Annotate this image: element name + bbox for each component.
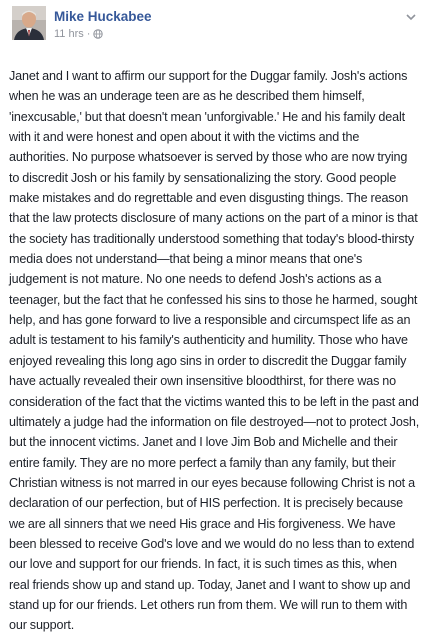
meta-separator: ·: [86, 28, 91, 40]
author-avatar[interactable]: [12, 6, 46, 40]
chevron-down-icon[interactable]: [404, 10, 418, 24]
profile-photo-icon: [12, 6, 46, 40]
author-name-link[interactable]: Mike Huckabee: [54, 9, 152, 24]
post-header: [0, 0, 426, 60]
post-timestamp[interactable]: 11 hrs: [54, 28, 84, 40]
post-text: Janet and I want to affirm our support for the Duggar family. Josh's actions when he was an underage teen are as he described them himself, 'inexcusable,' but that doesn't mean 'unforgivable.' He and his family dealt with it and were honest and open about it with the victims and the authorities. No purpose whatsoever is served by those who are now trying to discredit Josh or his family by sensationalizing the story. Good people make mistakes and do regrettable and even disgusting things. The reason that the law protects disclosure of many actions on the part of a minor is that the society has traditionally understood something that today's blood-thirsty media does not understand—that being a minor means that one's judgement is not mature. No one needs to defend Josh's actions as a teenager, but the fact that he confessed his sins to those he harmed, sought help, and has gone forward to live a responsible and circumspect life as an adult is testament to his family's authenticity and humility. Those who have enjoyed revealing this long ago sins in order to discredit the Duggar family have actually revealed their own insensitive bloodthirst, for there was no consideration of the fact that the victims wanted this to be left in the past and ultimately a judge had the information on file destroyed—not to protect Josh, but the innocent victims. Janet and I love Jim Bob and Michelle and their entire family. They are no more perfect a family than any family, but their Christian witness is not marred in our eyes because following Christ is not a declaration of our perfection, but of HIS perfection. It is precisely because we are all sinners that we need His grace and His forgiveness. We have been blessed to receive God's love and we would do no less than to extend our love and support for our friends. In fact, it is such times as this, when real friends show up and stand up. Today, Janet and I want to show up and stand up for our friends. Let others run from them. We will run to them with our support.: [9, 69, 420, 633]
globe-icon[interactable]: [93, 29, 103, 39]
post-meta: [54, 28, 103, 40]
